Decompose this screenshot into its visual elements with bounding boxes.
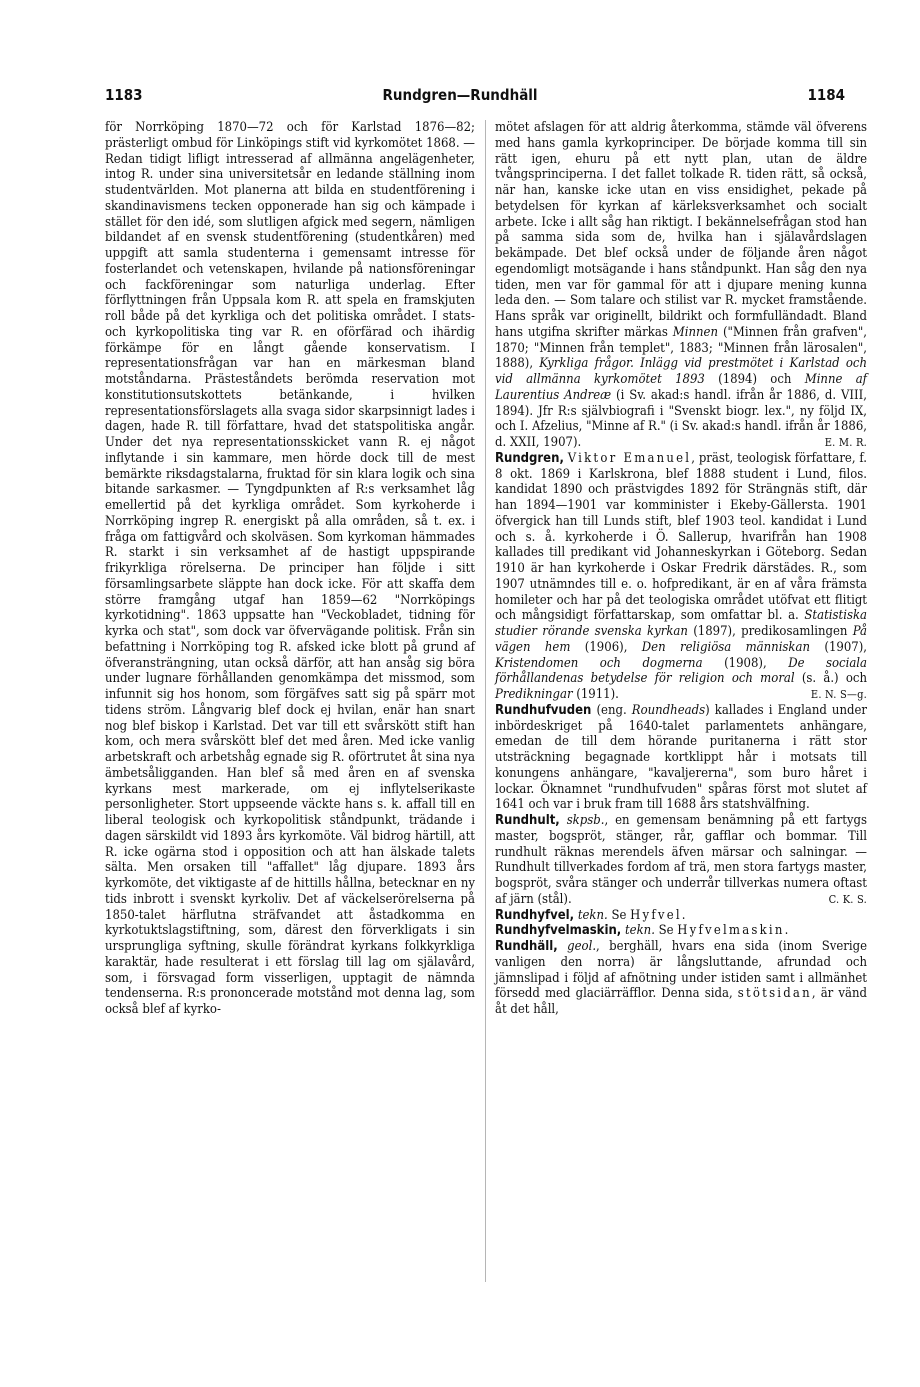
entry-headword: Rundhyfvelmaskin, bbox=[495, 923, 622, 939]
page-header bbox=[0, 0, 920, 120]
subject-abbreviation: skpsb. bbox=[566, 813, 605, 828]
entry-text: (1908), bbox=[702, 655, 789, 671]
signature: E. M. R. bbox=[824, 436, 867, 449]
entry-text: (1897), predikosamlingen bbox=[687, 624, 853, 639]
entry-rundhall bbox=[495, 939, 867, 1018]
work-title: Minnen bbox=[672, 324, 719, 340]
entry-text: , en gemensam benämning på ett fartygs master, bogspröt, stänger, rår, gafflar och bommar. Till rundhult räknas merendels äfven märsar och salningar. — Rundhult tillverkades fordom af trä, men stora fartygs master, bogspröt, svåra stänger och underrår tillverkas numera oftast af järn (stål). bbox=[495, 813, 868, 907]
work-title: På vägen hem bbox=[495, 624, 867, 655]
work-title: Den religiösa människan bbox=[641, 639, 811, 655]
entry-text: , berghäll, hvars ena sida (inom Sverige vanligen den norra) är långsluttande, afrundad och jämnslipad i följd af afnötning under istiden samt i allmänhet försedd med glaciärräfflor. Denna sida, bbox=[495, 939, 867, 1002]
entry-rundhyfvel bbox=[495, 908, 867, 924]
entry-text: (1911). bbox=[572, 687, 619, 702]
work-title: Statistiska studier rörande svenska kyrkan bbox=[495, 608, 867, 639]
emphasized-term: stötsidan bbox=[737, 986, 812, 1002]
entry-text: ) kallades i England under inbördeskriget på 1640-talet parlamentets anhängare, emedan de till dem hörande puritanerna i rätt stor utsträckning begagnade kortklippt hår i motsats till konungens anhängare, "kavaljererna", som buro håret i lockar. Öknamnet "rundhufvuden" spåras först mot slutet af 1641 och var i bruk fram till 1688 års statshvälfning. bbox=[495, 702, 867, 813]
entry-text: Se bbox=[654, 923, 678, 939]
entry-rundhufvuden bbox=[495, 703, 867, 813]
signature: E. N. S—g. bbox=[810, 688, 867, 701]
subject-abbreviation: tekn. bbox=[624, 923, 655, 939]
continued-text-b: ("Minnen från grafven", 1870; "Minnen från templet", 1883; "Minnen från lärosalen", 1888), bbox=[495, 324, 867, 372]
entry-text: (eng. bbox=[591, 702, 632, 718]
continued-text-a: mötet afslagen för att aldrig återkomma, stämde väl öfverens med hans gamla kyrkoprinciper. De började komma till sin rätt igen, ehuru på ett nytt plan, utan de äldre tvångsprinciperna. I det fallet tolkade R. tiden rätt, så också, när han, kanske icke utan en viss ensidighet, pekade på betydelsen för kyrkan af kärleksverksamhet och socialt arbete. Icke i allt såg han riktigt. I bekännelsefrågan stod han på samma sida som de, hvilka han i själavårdslagen bekämpade. Det blef också under de följande åren något egendomligt motsägande i hans ståndpunkt. Han såg den nya tiden, men var för gammal för att i djupare mening kunna leda den. — Som talare och stilist var R. mycket framstående. Hans språk var originellt, bildrikt och formfulländadt. Bland hans utgifna skrifter märkas bbox=[495, 120, 867, 340]
entry-text: . bbox=[784, 923, 789, 939]
entry-text: (1906), bbox=[570, 639, 642, 655]
entry-headword: Rundgren, bbox=[495, 450, 564, 466]
work-title: Minne af Laurentius Andreæ bbox=[495, 372, 868, 403]
entry-person-name: Viktor Emanuel bbox=[567, 450, 692, 466]
signature: C. K. S. bbox=[828, 892, 867, 906]
continued-text-d: (i Sv. akad:s handl. ifrån år 1886, d. VIII, 1894). Jfr R:s självbiografi i "Svenskt biogr. lex.", ny följd IX, och I. Afzelius, "Minne af R." (i Sv. akad:s handl. ifrån år 1886, d. XXII, 1907). bbox=[495, 387, 868, 450]
entry-rundgren-viktor bbox=[495, 451, 867, 703]
subject-abbreviation: tekn. bbox=[577, 907, 608, 923]
entry-text: Se bbox=[607, 907, 631, 923]
entry-text: , präst, teologisk författare, f. 8 okt. 1869 i Karlskrona, blef 1888 student i Lund, filos. kandidat 1890 och prästvigdes 1892 för Strängnäs stift, där han 1894—1901 var komminister i Ekeby-Gällersta. 1901 öfvergick han till Lunds stift, blef 1903 teol. kandidat i Lund och s. å. kyrkoherde i Ö. Sallerup, hvarifrån han 1908 kallades till predikant vid Johanneskyrkan i Göteborg. Sedan 1910 är han kyrkoherde i Oskar Fredrik därstädes. R., som 1907 utnämndes till e. o. hofpredikant, är en af våra främsta homileter och har på det teologiska området utöfvat ett flitigt och mångsidigt författarskap, som omfattar bl. a. bbox=[495, 450, 867, 624]
continued-text-c: (1894) och bbox=[704, 372, 805, 387]
running-title: Rundgren—Rundhäll bbox=[382, 86, 538, 104]
english-term: Roundheads bbox=[631, 702, 706, 718]
entry-rundhyfvelmaskin bbox=[495, 923, 867, 939]
work-title: Predikningar bbox=[495, 687, 573, 702]
entry-text: . bbox=[681, 907, 686, 923]
entry-text: , är vänd åt det håll, bbox=[495, 986, 867, 1017]
work-title: Kristendomen och dogmerna bbox=[495, 655, 703, 671]
entry-headword: Rundhäll, bbox=[495, 939, 558, 954]
left-column-text: för Norrköping 1870—72 och för Karlstad 1876—82; prästerligt ombud för Linköpings stift vid kyrkomötet 1868. — Redan tidigt lifligt intresserad af allmänna angelägenheter, intog R. under sina universitetsår en ledande ställning inom studentvärlden. Mot planerna att bilda en studentförening i skandinavismens tecken opponerade han sig och kämpade i stället för den idé, som slutligen afgick med segern, nämligen bildandet af en svensk studentförening (studentkåren) med uppgift att samla studenterna i gemensamt intresse för fosterlandet och vetenskapen, hvilande på nationsföreningar och fackföreningar som naturliga underlag. Efter förflyttningen från Uppsala kom R. att spela en framskjuten roll både på det kyrkliga och det politiska området. I stats- och kyrkopolitiska ting var R. en oförfärad och ihärdig förkämpe för en långt gående konservatism. I representationsfrågan var han en märkesman bland motståndarna. Prästeståndets berömda reservation mot konstitutionsutskottets betänkande, i hvilken representationsförslagets alla svaga sidor skarpsinnigt lades i dagen, hade R. till författare, hvad det statspolitiska angår. Under det nya representationsskicket vann R. ej något inflytande i sin kammare, men hörde dock till de mest bemärkte riksdagstalarna, fruktad för sin klara logik och sina bitande sarkasmer. — Tyngdpunkten af R:s verksamhet låg emellertid på det kyrkliga området. Som kyrkoherde i Norrköping ingrep R. energiskt på alla områden, så t. ex. i fråga om fattigvård och skolväsen. Som kyrkoman hämmades R. starkt i sin verksamhet af de hastigt uppspirande frikyrkliga rörelserna. De principer han följde i sitt församlingsarbete släppte han dock icke. För att skaffa dem större framgång utgaf han 1859—62 "Norrköpings kyrkotidning". 1863 uppsatte han "Veckobladet, tidning för kyrka och stat", som dock var öfvervägande politisk. Från sin befattning i Norrköping tog R. afsked icke blott på grund af öfveransträngning, utan också därför, att han ansåg sig böra under lugnare förhållanden genomkämpa det missmod, som infunnit sig hos honom, som förgäfves satt sig på spärr mot tidens ström. Långvarig blef dock ej hvilan, enär han snart nog blef biskop i Karlstad. Det var till ett svårskött stift han kom, och mera svårskött blef det med åren. Med icke vanlig arbetskraft och arbetshåg egnade sig R. oförtrutet åt sina nya ämbetsåligganden. Han blef så med åren en af svenska kyrkans mest markerade, om ej inflytelserikaste personligheter. Stort uppseende väckte hans s. k. affall till en liberal teologisk och kyrkopolitisk ståndpunkt, trädande i dagen särskildt vid 1893 års kyrkomöte. Väl bidrog härtill, att R. icke ogärna stod i opposition och att han älskade talets sälta. Men orsaken till "affallet" låg djupare. 1893 års kyrkomöte, det viktigaste af de hittills hållna, betecknar en ny tids inbrott i svenskt kyrkoliv. Det af väckelserörelserna på 1850-talet härflutna sträfvandet att åstadkomma en kyrkotuktslagstiftning, som, därest den förverkligats i sin ursprungliga syftning, skulle förändrat kyrkans folkkyrkliga karaktär, hade resulterat i ett förslag till lag om själavård, som, i försvagad form visserligen, upptagit de nämnda tendenserna. R:s prononcerade motstånd mot denna lag, som också blef af kyrko- bbox=[105, 120, 475, 1017]
cross-reference: Hyfvel bbox=[630, 907, 682, 923]
cross-reference: Hyfvelmaskin bbox=[677, 923, 785, 939]
entry-text: (s. å.) och bbox=[794, 671, 867, 687]
left-column bbox=[105, 120, 475, 1018]
work-title: Kyrkliga frågor. Inlägg vid prestmötet i Karlstad och vid allmänna kyrkomötet 1893 bbox=[495, 356, 867, 387]
column-divider bbox=[485, 120, 486, 1282]
right-page-number: 1184 bbox=[807, 86, 845, 104]
work-title: De sociala förhållandenas betydelse för religion och moral bbox=[495, 655, 868, 687]
entry-headword: Rundhufvuden bbox=[495, 702, 592, 718]
entry-text: (1907), bbox=[810, 639, 867, 655]
entry-rundhult bbox=[495, 813, 867, 908]
subject-abbreviation: geol. bbox=[567, 939, 597, 954]
entry-headword: Rundhyfvel, bbox=[495, 907, 575, 923]
left-page-number: 1183 bbox=[105, 86, 143, 104]
entry-headword: Rundhult, bbox=[495, 813, 560, 828]
right-column bbox=[495, 120, 867, 1018]
continued-entry bbox=[495, 120, 867, 451]
